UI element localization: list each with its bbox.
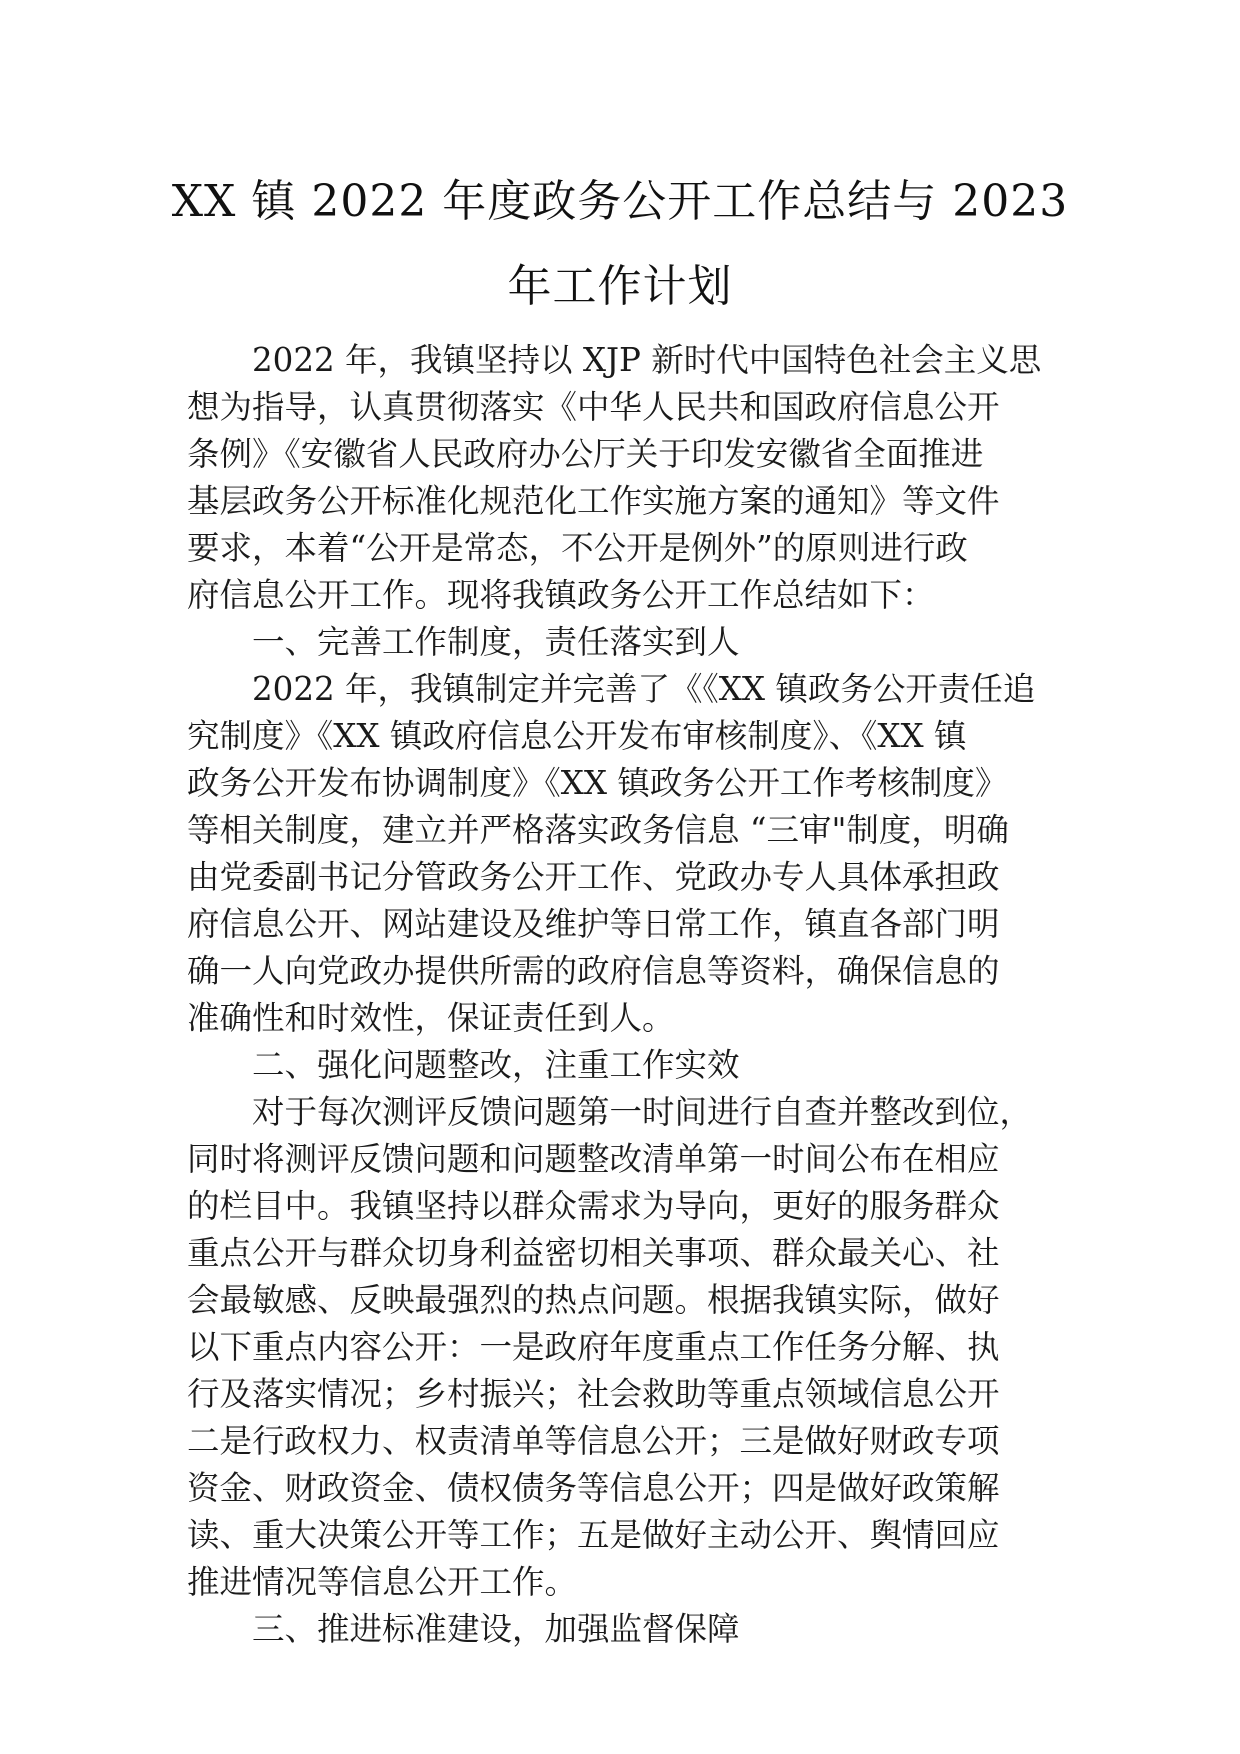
paragraph-line: 2022 年，我镇坚持以 XJP 新时代中国特色社会主义思 (252, 341, 1042, 379)
paragraph-line: 二是行政权力、权责清单等信息公开；三是做好财政专项 (187, 1422, 1000, 1460)
paragraph-line: 基层政务公开标准化规范化工作实施方案的通知》等文件 (187, 482, 1000, 520)
paragraph-line: 资金、财政资金、债权债务等信息公开；四是做好政策解 (187, 1469, 1000, 1507)
paragraph-line: 的栏目中。我镇坚持以群众需求为导向，更好的服务群众 (187, 1187, 1000, 1225)
document-title-line-1: XX 镇 2022 年度政务公开工作总结与 2023 (171, 176, 1069, 227)
paragraph-line: 对于每次测评反馈问题第一时间进行自查并整改到位， (252, 1093, 1033, 1131)
paragraph-line: 读、重大决策公开等工作；五是做好主动公开、舆情回应 (187, 1516, 1000, 1554)
paragraph-line: 2022 年，我镇制定并完善了《《XX 镇政务公开责任追 (252, 670, 1036, 708)
paragraph-line: 要求，本着“公开是常态，不公开是例外”的原则进行政 (187, 529, 968, 567)
paragraph-line: 行及落实情况；乡村振兴；社会救助等重点领域信息公开 (187, 1375, 1000, 1413)
paragraph-line: 条例》《安徽省人民政府办公厅关于印发安徽省全面推进 (187, 435, 984, 473)
paragraph-line: 会最敏感、反映最强烈的热点问题。根据我镇实际，做好 (187, 1281, 1000, 1319)
section-heading: 二、强化问题整改，注重工作实效 (252, 1046, 740, 1084)
paragraph-line: 府信息公开工作。现将我镇政务公开工作总结如下： (187, 576, 935, 614)
paragraph-line: 府信息公开、网站建设及维护等日常工作，镇直各部门明 (187, 905, 1000, 943)
section-heading: 三、推进标准建设，加强监督保障 (252, 1610, 740, 1648)
paragraph-line: 确一人向党政办提供所需的政府信息等资料，确保信息的 (187, 952, 1000, 990)
paragraph-line: 政务公开发布协调制度》《XX 镇政务公开工作考核制度》 (187, 764, 1008, 802)
paragraph-line: 等相关制度，建立并严格落实政务信息 “三审"制度，明确 (187, 811, 1009, 849)
paragraph-line: 由党委副书记分管政务公开工作、党政办专人具体承担政 (187, 858, 1000, 896)
document-body (187, 337, 1067, 1653)
paragraph-line: 同时将测评反馈问题和问题整改清单第一时间公布在相应 (187, 1140, 1000, 1178)
section-heading: 一、完善工作制度，责任落实到人 (252, 623, 740, 661)
document-title-line-2: 年工作计划 (507, 261, 733, 312)
paragraph-line: 重点公开与群众切身利益密切相关事项、群众最关心、社 (187, 1234, 1000, 1272)
paragraph-line: 究制度》《XX 镇政府信息公开发布审核制度》、《XX 镇 (187, 717, 967, 755)
paragraph-line: 以下重点内容公开：一是政府年度重点工作任务分解、执 (187, 1328, 1000, 1366)
paragraph-line: 推进情况等信息公开工作。 (187, 1563, 578, 1601)
paragraph-line: 想为指导，认真贯彻落实《中华人民共和国政府信息公开 (187, 388, 1000, 426)
paragraph-line: 准确性和时效性，保证责任到人。 (187, 999, 675, 1037)
